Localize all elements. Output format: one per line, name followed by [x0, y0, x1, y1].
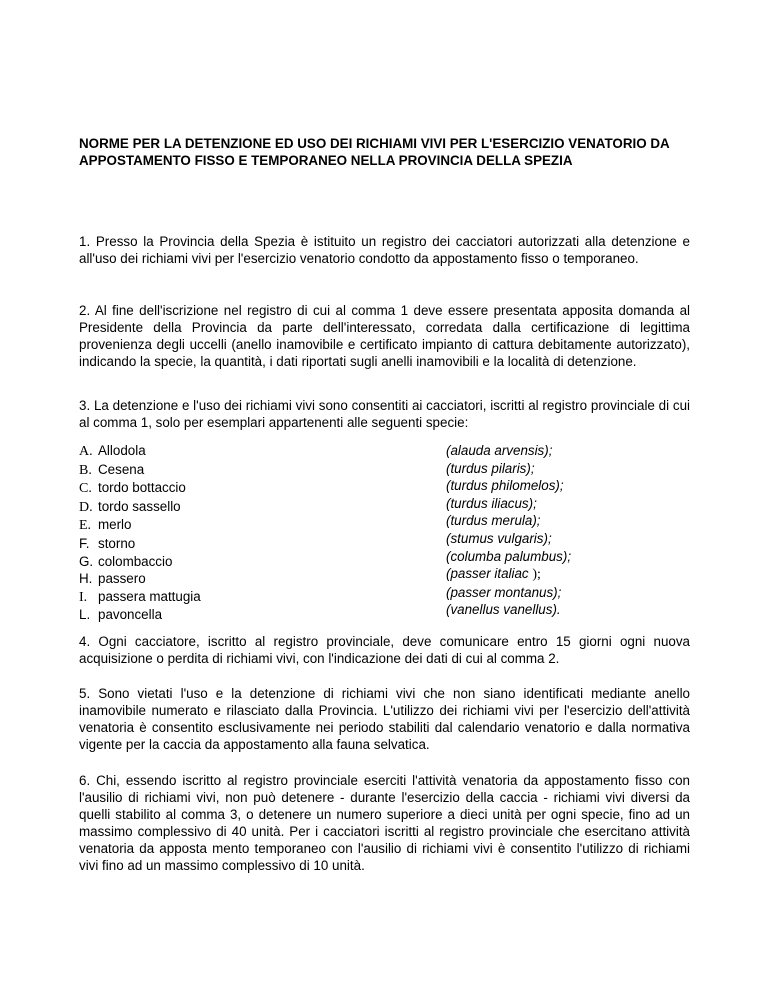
document-title: NORME PER LA DETENZIONE ED USO DEI RICHIAMI VIVI PER L'ESERCIZIO VENATORIO DA APPOSTAMENTO FISSO E TEMPORANEO NELLA PROVINCIA DELLA SPEZIA [79, 136, 670, 168]
paragraph-5: 5. Sono vietati l'uso e la detenzione di richiami vivi che non siano identificati mediante anello inamovibile numerato e rilasciato dalla Provincia. L'utilizzo dei richiami vivi per l'esercizio dell'attività venatoria è consentito esclusivamente nei periodo stabiliti dal calendario venatorio e dalla normativa vigente per la caccia da appostamento alla fauna selvatica. [79, 686, 690, 752]
paragraph-6: 6. Chi, essendo iscritto al registro provinciale eserciti l'attività venatoria da appostamento fisso con l'ausilio di richiami vivi, non può detenere - durante l'esercizio della caccia - richiami vivi diversi da quelli stabilito al comma 3, o detenere un numero superiore a dieci unità per ogni specie, fino ad un massimo complessivo di 40 unità. Per i cacciatori iscritti al registro provinciale che esercitano attività venatoria da apposta mento temporaneo con l'ausilio di richiami vivi è consentito l'utilizzo di richiami vivi fino ad un massimo complessivo di 10 unità. [79, 773, 690, 873]
species-item [79, 570, 409, 588]
species-name: tordo bottaccio [98, 480, 186, 496]
species-name: passero [98, 571, 146, 587]
latin-name: (stumus vulgaris); [446, 530, 552, 546]
latin-name: (passer montanus); [446, 584, 562, 600]
species-item [79, 498, 409, 517]
species-common-names-list [79, 442, 409, 624]
paragraph-4: 4. Ogni cacciatore, iscritto al registro provinciale, deve comunicare entro 15 giorni ogni nuova acquisizione o perdita di richiami vivi, con l'indicazione dei dati di cui al comma 2. [79, 634, 690, 666]
paragraph-2: 2. Al fine dell'iscrizione nel registro di cui al comma 1 deve essere presentata apposita domanda al Presidente della Provincia da parte dell'interessato, corredata dalla certificazione di legittima provenienza degli uccelli (anello inamovibile e certificato impianto di cattura debitamente autorizzato), indicando la specie, la quantità, i dati riportati sugli anelli inamovibili e la località di detenzione. [79, 303, 690, 369]
species-item [79, 516, 409, 535]
latin-name: (turdus philomelos); [446, 478, 564, 494]
species-letter: D. [79, 499, 93, 515]
latin-name: (turdus iliacus); [446, 495, 537, 511]
species-item [79, 588, 409, 607]
species-name: pavoncella [98, 607, 163, 623]
species-name: passera mattugia [98, 588, 201, 604]
species-letter: H. [79, 571, 93, 587]
latin-name-item [446, 565, 676, 584]
species-name: storno [98, 535, 136, 551]
latin-name: (columba palumbus); [446, 548, 572, 564]
species-letter: L. [79, 607, 91, 623]
species-item [79, 606, 409, 624]
latin-name: (passer italiac [446, 566, 529, 582]
paragraph-3: 3. La detenzione e l'uso dei richiami vivi sono consentiti ai cacciatori, iscritti al registro provinciale di cui al comma 1, solo per esemplari appartenenti alle seguenti specie: [79, 398, 690, 430]
species-item [79, 535, 409, 553]
latin-name: (vanellus vanellus). [446, 602, 561, 618]
species-letter: A. [79, 444, 93, 459]
species-latin-names-list [446, 442, 676, 619]
species-letter: C. [79, 481, 92, 497]
species-letter: B. [79, 462, 92, 478]
species-letter: G. [79, 553, 94, 569]
latin-name: (alauda arvensis); [446, 443, 553, 458]
species-name: colombaccio [98, 553, 173, 569]
species-item [79, 553, 409, 571]
species-letter: E. [79, 518, 92, 534]
paragraph-1: 1. Presso la Provincia della Spezia è istituito un registro dei cacciatori autorizzati alla detenzione e all'uso dei richiami vivi per l'esercizio venatorio condotto da appostamento fisso o temporaneo. [79, 234, 690, 266]
species-letter: I. [79, 589, 88, 605]
latin-name-suffix: ); [532, 567, 541, 583]
species-item [79, 442, 409, 461]
species-name: merlo [98, 517, 132, 533]
species-item [79, 479, 409, 498]
species-name: Cesena [98, 461, 145, 477]
species-item [79, 461, 409, 480]
latin-name: (turdus merula); [446, 513, 541, 529]
species-name: Allodola [98, 443, 146, 458]
latin-name: (turdus pilaris); [446, 460, 535, 476]
species-letter: F. [79, 535, 90, 551]
species-name: tordo sassello [98, 498, 181, 514]
